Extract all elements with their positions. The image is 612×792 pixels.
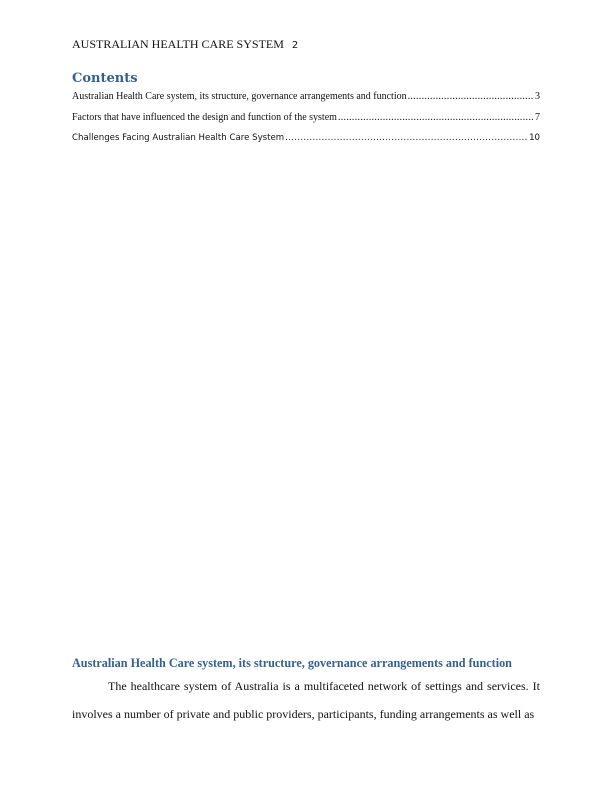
body-paragraph: The healthcare system of Australia is a multifaceted network of settings and services. It involves a number of private and public providers, participants, funding arrangements as well as xyxy=(72,679,540,721)
toc-entry-page: 3 xyxy=(535,91,540,102)
section-heading: Australian Health Care system, its structure, governance arrangements and function xyxy=(72,656,512,670)
toc-entry-page: 7 xyxy=(535,112,540,123)
toc-leader-dots xyxy=(285,133,528,143)
toc-leader-dots xyxy=(338,112,534,123)
toc-entry-label: Australian Health Care system, its structure, governance arrangements and function xyxy=(72,91,407,102)
page-number: 2 xyxy=(291,40,299,51)
toc-title: Contents xyxy=(72,71,138,86)
toc-entry-label: Factors that have influenced the design and function of the system xyxy=(72,112,337,123)
toc-entry-page: 10 xyxy=(529,133,540,143)
toc-leader-dots xyxy=(408,91,534,102)
running-header xyxy=(72,37,298,52)
toc-entry[interactable] xyxy=(72,112,540,133)
toc-entry[interactable] xyxy=(72,91,540,112)
table-of-contents xyxy=(72,91,540,154)
running-title: AUSTRALIAN HEALTH CARE SYSTEM xyxy=(72,37,284,51)
toc-entry[interactable] xyxy=(72,133,540,154)
toc-entry-label: Challenges Facing Australian Health Care System xyxy=(72,133,285,143)
